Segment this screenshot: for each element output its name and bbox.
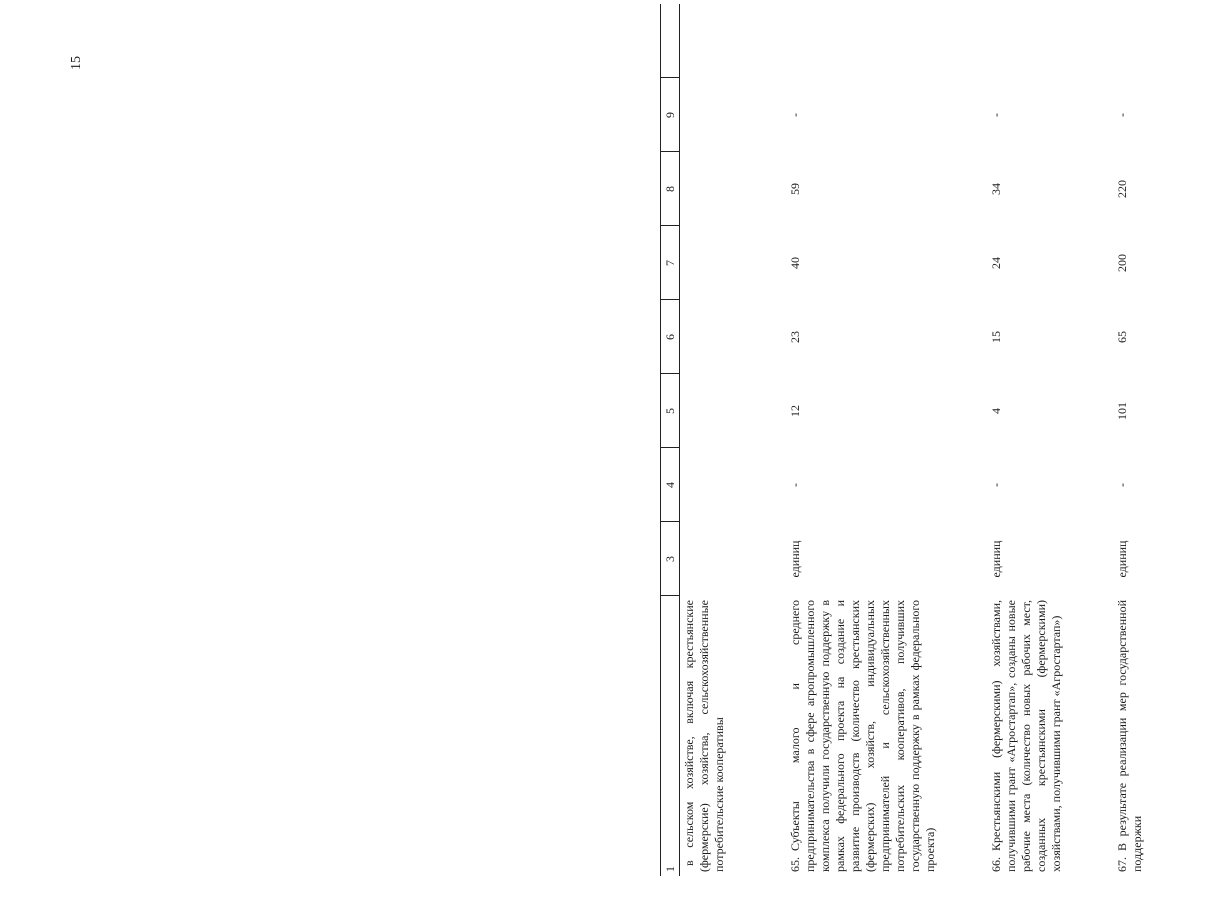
row-col4: - [788, 483, 802, 487]
row-text: Крестьянскими (фермерскими) хозяйствами, получившими грант «Агростартап», созданы новые рабочие места (количество новых рабочих мест, созданных крестьянскими (фермерскими) хозяйствами, получившими грант «Агростартап») [989, 600, 1063, 872]
row-text: в сельском хозяйстве, включая крестьянские (фермерские) хозяйства, сельскохозяйственные потребительские кооперативы [682, 600, 726, 872]
col-header-3: 3 [661, 522, 680, 596]
row-number: 65. [788, 857, 802, 872]
column-number-row [661, 4, 680, 876]
row-col6: 65 [1115, 331, 1129, 343]
row-col7: 24 [989, 257, 1003, 269]
table-row [983, 4, 1109, 876]
row-col8: 34 [989, 183, 1003, 195]
row-col6 [680, 300, 783, 374]
row-col6: 23 [788, 331, 802, 343]
col-header-8: 8 [661, 152, 680, 226]
row-col7: 40 [788, 257, 802, 269]
row-col5 [680, 374, 783, 448]
row-col8 [680, 152, 783, 226]
row-empty [1109, 4, 1175, 78]
row-text: В результате реализации мер государственной поддержки [1115, 600, 1144, 872]
row-col9: - [788, 113, 802, 117]
row-text: Субъекты малого и среднего предпринимательства в сфере агропромышленного комплекса получили государственную поддержку в рамках федерального проекта на создание и развитие производств (количество крестьянских (фермерских) хозяйств, индивидуальных предпринимателей и сельскохозяйственных потребительских кооперативов, получивших государственную поддержку в рамках федерального проекта) [788, 600, 937, 872]
row-description [983, 596, 1109, 876]
row-col8: 220 [1115, 180, 1129, 198]
row-empty [782, 4, 983, 78]
row-col5: 101 [1115, 402, 1129, 420]
row-unit: единиц [989, 540, 1003, 578]
col-header-6: 6 [661, 300, 680, 374]
indicators-table [660, 4, 1175, 876]
row-unit [680, 522, 783, 596]
row-empty [983, 4, 1109, 78]
row-col8: 59 [788, 183, 802, 195]
row-description [1109, 596, 1175, 876]
row-unit: единиц [788, 540, 802, 578]
row-description [680, 596, 783, 876]
col-header-5: 5 [661, 374, 680, 448]
table-row [1109, 4, 1175, 876]
row-col7: 200 [1115, 254, 1129, 272]
row-col9: - [989, 113, 1003, 117]
col-header-7: 7 [661, 226, 680, 300]
row-col5: 4 [989, 408, 1003, 414]
col-header-4: 4 [661, 448, 680, 522]
row-description [782, 596, 983, 876]
table-row [680, 4, 783, 876]
row-empty [680, 4, 783, 78]
row-col4: - [989, 483, 1003, 487]
page-number: 15 [69, 56, 84, 70]
row-col5: 12 [788, 405, 802, 417]
col-header-extra [661, 4, 680, 78]
rotated-table-container [660, 29, 1220, 876]
col-header-1: 1 [661, 596, 680, 876]
row-number: 66. [989, 857, 1003, 872]
row-number: 67. [1115, 857, 1129, 872]
row-col9 [680, 78, 783, 152]
row-col7 [680, 226, 783, 300]
col-header-9: 9 [661, 78, 680, 152]
row-unit: единиц [1115, 540, 1129, 578]
row-col6: 15 [989, 331, 1003, 343]
row-col9: - [1115, 113, 1129, 117]
row-col4: - [1115, 483, 1129, 487]
row-col4 [680, 448, 783, 522]
table-row [782, 4, 983, 876]
